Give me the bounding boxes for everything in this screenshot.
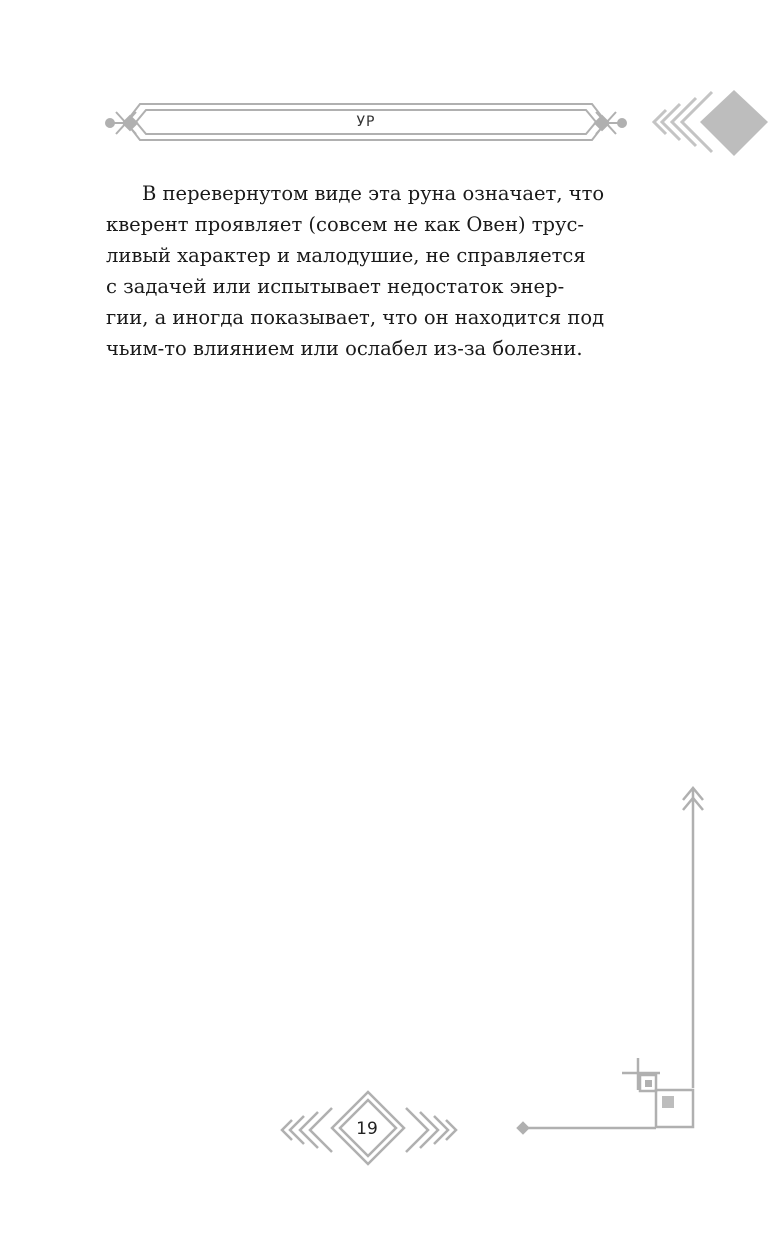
paragraph-line: гии, а иногда показывает, что он находится под [106,306,605,329]
diamond-cross-ornament-icon [106,112,137,134]
paragraph-line: чьим-то влиянием или ослабел из-за болезни. [106,337,583,360]
nested-squares-icon [622,1058,693,1127]
page-number: 19 [356,1119,378,1139]
baseline-rule [518,1123,656,1133]
diamond-cross-ornament-icon [595,112,626,134]
paragraph-line: В перевернутом виде эта руна означает, что [142,182,605,205]
arrow-up-icon [683,788,703,1088]
large-diamond-icon [700,90,768,156]
paragraph-line: кверент проявляет (совсем не как Овен) трус- [106,213,584,236]
paragraph-line: с задачей или испытывает недостаток энер- [106,275,565,298]
chevron-left-icon [282,1108,332,1152]
body-paragraph [106,178,626,364]
chevron-right-icon [406,1108,456,1152]
running-title: УР [356,114,376,130]
paragraph-line: ливый характер и малодушие, не справляется [106,244,586,267]
